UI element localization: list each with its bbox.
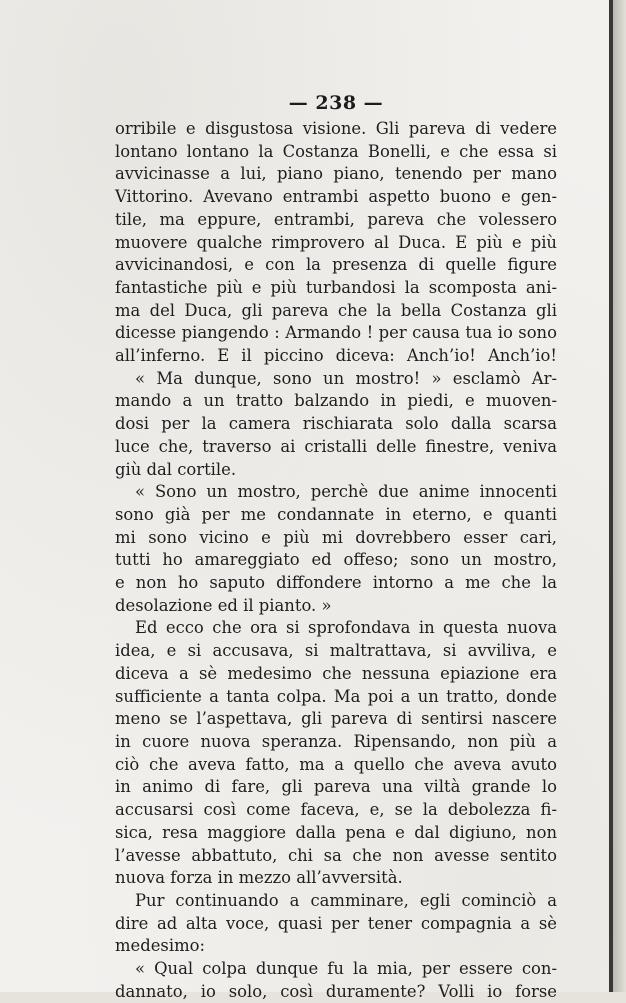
text-line: meno se l’aspettava, gli pareva di sentirsi nascere — [115, 709, 557, 729]
text-line: sufficiente a tanta colpa. Ma poi a un tratto, donde — [115, 686, 557, 706]
text-line: desolazione ed il pianto. » — [115, 595, 332, 615]
text-line: mi sono vicino e più mi dovrebbero esser cari, — [115, 527, 557, 547]
text-line: idea, e si accusava, si maltrattava, si avviliva, e — [115, 641, 557, 661]
text-line: l’avesse abbattuto, chi sa che non avesse sentito — [115, 845, 557, 865]
text-line: « Sono un mostro, perchè due anime innocenti — [135, 482, 557, 502]
text-line: diceva a sè medesimo che nessuna epiazione era — [115, 663, 557, 683]
text-line: avvicinasse a lui, piano piano, tenendo per mano — [115, 164, 557, 184]
text-line: e non ho saputo diffondere intorno a me che la — [115, 573, 557, 593]
text-line: dicesse piangendo : Armando ! per causa tua io sono — [115, 323, 557, 343]
text-line: Ed ecco che ora si sprofondava in questa nuova — [135, 618, 557, 638]
text-line: « Qual colpa dunque fu la mia, per essere con- — [135, 959, 557, 979]
text-line: dosi per la camera rischiarata solo dalla scarsa — [115, 414, 557, 434]
text-line: all’inferno. E il piccino diceva: Anch’io! Anch’io! — [115, 346, 557, 366]
text-line: nuova forza in mezzo all’avversità. — [115, 868, 403, 888]
text-line: sica, resa maggiore dalla pena e dal digiuno, non — [115, 822, 557, 842]
text-line: mando a un tratto balzando in piedi, e muoven- — [115, 391, 557, 411]
text-line: sono già per me condannate in eterno, e quanti — [115, 504, 557, 524]
text-line: muovere qualche rimprovero al Duca. E più e più — [115, 232, 557, 252]
text-line: fantastiche più e più turbandosi la scomposta ani- — [115, 277, 557, 297]
text-line: luce che, traverso ai cristalli delle finestre, veniva — [115, 436, 557, 456]
text-line: Pur continuando a camminare, egli cominciò a — [135, 890, 557, 910]
body-text — [115, 118, 557, 1003]
text-line: dannato, io solo, così duramente? Volli io forse — [115, 981, 557, 1001]
text-line: tile, ma eppure, entrambi, pareva che volessero — [115, 209, 557, 229]
text-line: Vittorino. Avevano entrambi aspetto buono e gen- — [115, 187, 557, 207]
text-line: tutti ho amareggiato ed offeso; sono un mostro, — [115, 550, 557, 570]
text-line: in cuore nuova speranza. Ripensando, non più a — [115, 731, 557, 751]
text-line: ciò che aveva fatto, ma a quello che aveva avuto — [115, 754, 557, 774]
page-number: — 238 — — [288, 92, 384, 114]
text-line: giù dal cortile. — [115, 459, 237, 479]
binding-shadow — [613, 0, 626, 992]
text-line: orribile e disgustosa visione. Gli pareva di vedere — [115, 119, 557, 138]
text-line: « Ma dunque, sono un mostro! » esclamò Ar- — [135, 368, 557, 388]
text-line: in animo di fare, gli pareva una viltà grande lo — [115, 777, 557, 797]
text-line: dire ad alta voce, quasi per tener compagnia a sè — [115, 913, 557, 933]
text-line: medesimo: — [115, 936, 206, 956]
text-line: accusarsi così come faceva, e, se la debolezza fi- — [115, 800, 557, 820]
text-line: lontano lontano la Costanza Bonelli, e che essa si — [115, 141, 557, 161]
text-line: ma del Duca, gli pareva che la bella Costanza gli — [115, 300, 557, 320]
text-line: avvicinandosi, e con la presenza di quelle figure — [115, 255, 557, 275]
